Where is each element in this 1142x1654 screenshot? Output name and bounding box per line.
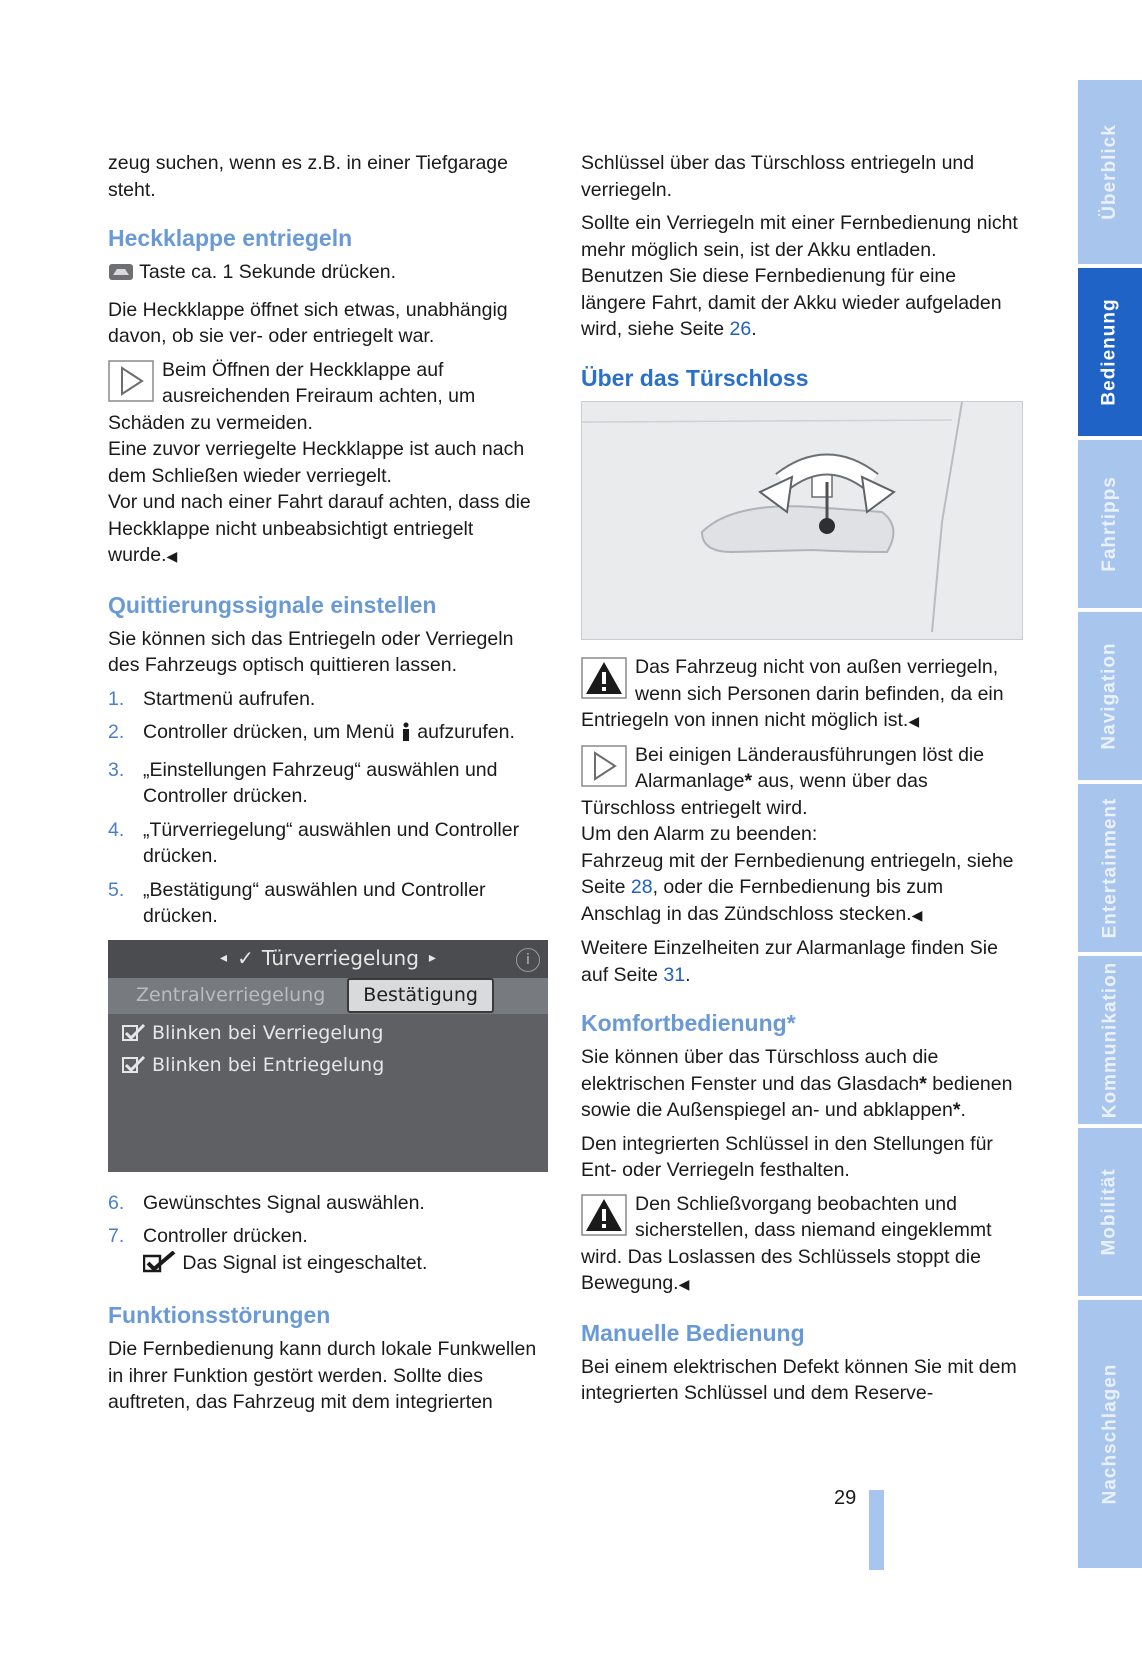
heckklappe-step: Taste ca. 1 Sekunde drücken.: [108, 259, 548, 290]
heading-funktionsstoerungen: Funktionsstörungen: [108, 1302, 331, 1328]
list-item: 4. „Türverriegelung“ auswählen und Controller drücken.: [108, 818, 520, 867]
list-item: 5. „Bestätigung“ auswählen und Controller drücken.: [108, 878, 486, 927]
sidebar-tab-navigation[interactable]: [1078, 612, 1142, 780]
sidebar-tab-label: Entertainment: [1099, 797, 1120, 939]
steps-list-a: [108, 686, 548, 930]
checkbox-checked-icon: [143, 1251, 177, 1281]
heading-komfortbedienung: Komfortbedienung*: [581, 1010, 796, 1036]
door-lock-illustration: [581, 401, 1023, 641]
sidebar-tab-label: Mobilität: [1099, 1168, 1121, 1256]
check-icon: ✓: [237, 946, 254, 971]
right-arrow-icon: ▸: [428, 950, 436, 967]
sidebar-tab-label: Überblick: [1099, 124, 1120, 220]
sidebar-tab-kommunikation[interactable]: [1078, 956, 1142, 1124]
asterisk-icon: *: [919, 1072, 927, 1095]
list-item: 1. Startmenü aufrufen.: [108, 687, 316, 710]
heading-tuerschloss: Über das Türschloss: [581, 364, 809, 391]
checkbox-checked-icon: [122, 1055, 146, 1075]
screen-option-entriegelung[interactable]: Blinken bei Entriegelung: [108, 1046, 548, 1079]
asterisk-icon: *: [952, 1099, 961, 1121]
left-column: [108, 150, 548, 1423]
page-link-31[interactable]: 31: [663, 963, 686, 986]
info-icon: i: [516, 948, 540, 972]
sidebar-tab-label: Navigation: [1099, 642, 1120, 750]
end-mark-icon: ◀: [908, 713, 920, 729]
screen-tabs: [108, 978, 548, 1014]
note-triangle-icon: [108, 360, 154, 402]
info-menu-icon: [400, 722, 412, 750]
tab-bestaetigung[interactable]: Bestätigung: [347, 978, 494, 1013]
end-mark-icon: ◀: [678, 1276, 690, 1292]
note-triangle-icon: [581, 745, 627, 787]
warning-icon: [581, 1194, 627, 1236]
warning-verriegeln: Das Fahrzeug nicht von außen verriegeln, wenn sich Personen darin befinden, da ein Entriegeln von innen nicht möglich ist.◀: [581, 656, 1004, 731]
sidebar-tab-label: Fahrtipps: [1099, 476, 1120, 572]
key-paragraph: Schlüssel über das Türschloss entriegeln und verriegeln.: [581, 152, 975, 201]
quittierung-paragraph: Sie können sich das Entriegeln oder Verriegeln des Fahrzeugs optisch quittieren lassen.: [108, 627, 514, 676]
page-number: 29: [834, 1487, 857, 1509]
idrive-screen: [108, 940, 548, 1172]
door-handle-image: [582, 402, 1022, 632]
sidebar-tab-fahrtipps[interactable]: [1078, 440, 1142, 608]
key-hold-paragraph: Den integrierten Schlüssel in den Stellungen für Ent- oder Verriegeln festhalten.: [581, 1132, 993, 1181]
note-alarmanlage: Bei einigen Länderausführungen löst die Alarmanlage* aus, wenn über das Türschloss entriegelt wird. Um den Alarm zu beenden: Fahrzeug mit der Fernbedienung entriegeln, siehe Seite 28, oder die Fernbedienung bis zum Anschlag in das Zündschloss stecken.◀: [581, 743, 1014, 925]
manual-paragraph: Bei einem elektrischen Defekt können Sie mit dem integrierten Schlüssel und dem Reserve-: [581, 1355, 1017, 1404]
sidebar-tab-bedienung[interactable]: [1078, 268, 1142, 436]
end-mark-icon: ◀: [911, 906, 923, 923]
sidebar-tab-ueberblick[interactable]: [1078, 80, 1142, 264]
steps-list-b: [108, 1190, 548, 1281]
right-column: [581, 150, 1021, 1414]
checkbox-checked-icon: [122, 1023, 146, 1043]
note-heckklappe: Beim Öffnen der Heckklappe auf ausreichenden Freiraum achten, um Schäden zu vermeiden. Eine zuvor verriegelte Heckklappe ist auch nach dem Schließen wieder verriegelt. Vor und nach einer Fahrt darauf achten, dass die Heckklappe nicht unbeabsichtigt entriegelt wurde.◀: [108, 358, 531, 566]
list-item: 3. „Einstellungen Fahrzeug“ auswählen und Controller drücken.: [108, 758, 498, 807]
intro-paragraph: zeug suchen, wenn es z.B. in einer Tiefgarage steht.: [108, 152, 508, 201]
page-link-28[interactable]: 28: [630, 876, 653, 898]
battery-paragraph: Sollte ein Verriegeln mit einer Fernbedienung nicht mehr möglich sein, ist der Akku entladen. Benutzen Sie diese Fernbedienung für eine längere Fahrt, damit der Akku wieder aufgeladen wird, siehe Seite 26.: [581, 212, 1018, 340]
list-item: 6. Gewünschtes Signal auswählen.: [108, 1191, 425, 1214]
warning-icon: [581, 657, 627, 699]
funktionsstoerungen-paragraph: Die Fernbedienung kann durch lokale Funkwellen in ihrer Funktion gestört werden. Sollte dies auftreten, das Fahrzeug mit dem integrierten: [108, 1338, 537, 1413]
list-item: 7. Controller drücken. Das Signal ist eingeschaltet.: [108, 1223, 548, 1280]
sidebar-tab-mobilitaet[interactable]: [1078, 1128, 1142, 1296]
screen-title: Türverriegelung: [261, 946, 419, 971]
sidebar-tab-label: Bedienung: [1099, 298, 1121, 406]
heading-heckklappe: Heckklappe entriegeln: [108, 225, 353, 251]
end-mark-icon: ◀: [166, 548, 178, 564]
alarm-details-paragraph: Weitere Einzelheiten zur Alarmanlage finden Sie auf Seite 31.: [581, 937, 998, 986]
trunk-button-icon: [108, 262, 134, 290]
page-link-26[interactable]: 26: [729, 318, 752, 340]
sidebar-tab-nachschlagen[interactable]: [1078, 1300, 1142, 1568]
heckklappe-paragraph: Die Heckklappe öffnet sich etwas, unabhängig davon, ob sie ver- oder entriegelt war.: [108, 298, 508, 347]
list-item: 2. Controller drücken, um Menü aufzurufen.: [108, 719, 548, 750]
left-arrow-icon: ◂: [220, 950, 228, 967]
sidebar-tab-label: Nachschlagen: [1099, 1363, 1121, 1505]
asterisk-icon: *: [744, 770, 753, 792]
komfort-paragraph: Sie können über das Türschloss auch die elektrischen Fenster und das Glasdach* bedienen sowie die Außenspiegel an- und abklappen*.: [581, 1046, 1013, 1121]
page-marker-bar: [869, 1490, 884, 1570]
heading-quittierungssignale: Quittierungssignale einstellen: [108, 591, 437, 618]
screen-title-bar: [108, 940, 548, 978]
sidebar-tab-entertainment[interactable]: [1078, 784, 1142, 952]
heading-manuelle-bedienung: Manuelle Bedienung: [581, 1319, 805, 1346]
tab-zentralverriegelung[interactable]: Zentralverriegelung: [136, 984, 326, 1007]
sidebar-tab-label: Kommunikation: [1099, 961, 1120, 1119]
warning-schliessvorgang: Den Schließvorgang beobachten und sicherstellen, dass niemand eingeklemmt wird. Das Loslassen des Schlüssels stoppt die Bewegung.◀: [581, 1192, 992, 1294]
screen-option-verriegelung[interactable]: Blinken bei Verriegelung: [108, 1014, 548, 1047]
